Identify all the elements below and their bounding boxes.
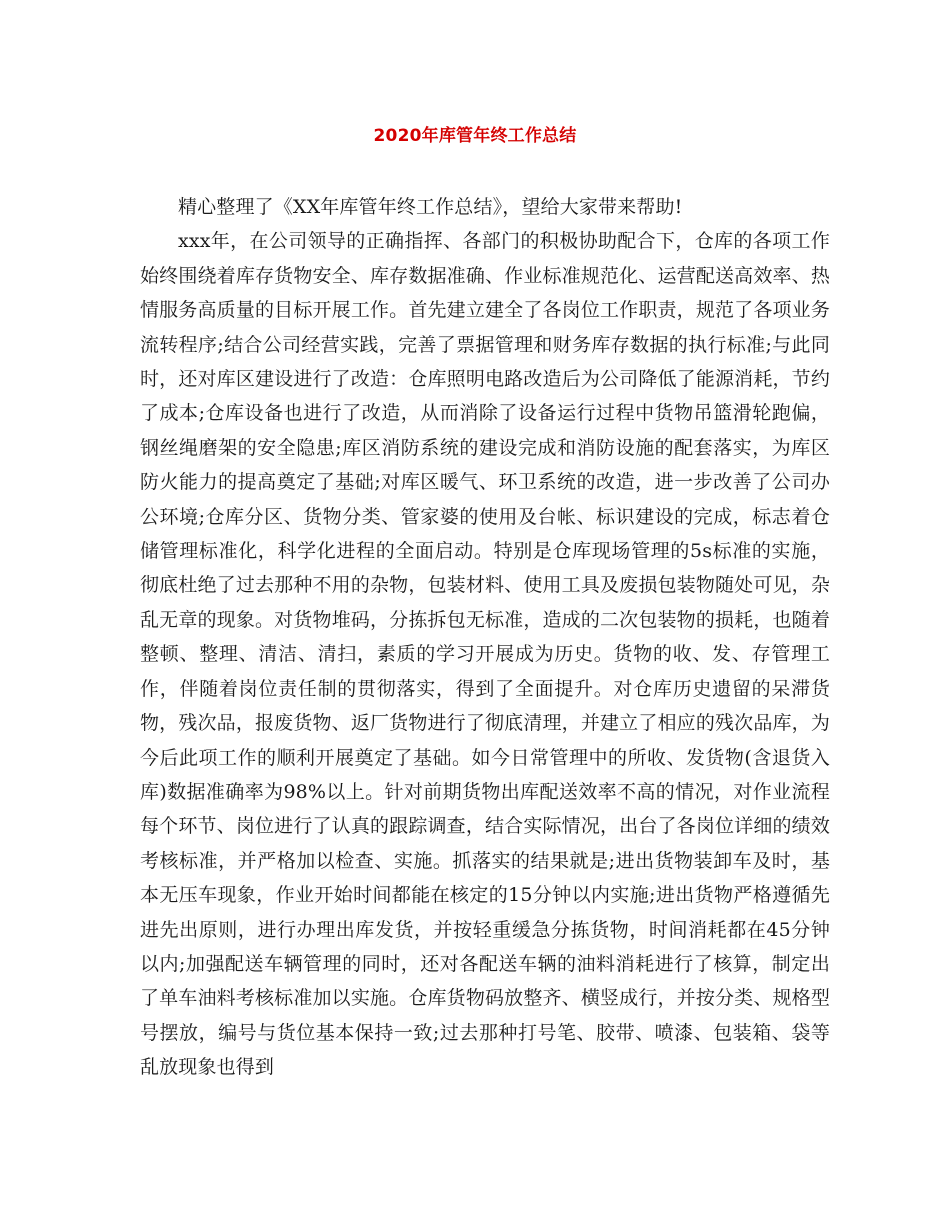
document-body <box>140 190 830 1085</box>
document-title: 2020年库管年终工作总结 <box>373 126 577 146</box>
intro-paragraph: 精心整理了《XX年库管年终工作总结》，望给大家带来帮助! <box>178 196 683 218</box>
main-paragraph: xxx年，在公司领导的正确指挥、各部门的积极协助配合下，仓库的各项工作始终围绕着库存货物安全、库存数据准确、作业标准规范化、运营配送高效率、热情服务高质量的目标开展工作。首先建立建全了各岗位工作职责，规范了各项业务流转程序;结合公司经营实践，完善了票据管理和财务库存数据的执行标准;与此同时，还对库区建设进行了改造：仓库照明电路改造后为公司降低了能源消耗，节约了成本;仓库设备也进行了改造，从而消除了设备运行过程中货物吊篮滑轮跑偏，钢丝绳磨架的安全隐患;库区消防系统的建设完成和消防设施的配套落实，为库区防火能力的提高奠定了基础;对库区暖气、环卫系统的改造，进一步改善了公司办公环境;仓库分区、货物分类、管家婆的使用及台帐、标识建设的完成，标志着仓储管理标准化，科学化进程的全面启动。特别是仓库现场管理的5s标准的实施，彻底杜绝了过去那种不用的杂物，包装材料、使用工具及废损包装物随处可见，杂乱无章的现象。对货物堆码，分拣拆包无标准，造成的二次包装物的损耗，也随着整顿、整理、清洁、清扫，素质的学习开展成为历史。货物的收、发、存管理工作，伴随着岗位责任制的贯彻落实，得到了全面提升。对仓库历史遗留的呆滞货物，残次品，报废货物、返厂货物进行了彻底清理，并建立了相应的残次品库，为今后此项工作的顺利开展奠定了基础。如今日常管理中的所收、发货物(含退货入库)数据准确率为98%以上。针对前期货物出库配送效率不高的情况，对作业流程每个环节、岗位进行了认真的跟踪调查，结合实际情况，出台了各岗位详细的绩效考核标准，并严格加以检查、实施。抓落实的结果就是;进出货物装卸车及时，基本无压车现象，作业开始时间都能在核定的15分钟以内实施;进出货物严格遵循先进先出原则，进行办理出库发货，并按轻重缓急分拣货物，时间消耗都在45分钟以内;加强配送车辆管理的同时，还对各配送车辆的油料消耗进行了核算，制定出了单车油料考核标准加以实施。仓库货物码放整齐、横竖成行，并按分类、规格型号摆放，编号与货位基本保持一致;过去那种打号笔、胶带、喷漆、包装箱、袋等乱放现象也得到 <box>140 230 830 1079</box>
